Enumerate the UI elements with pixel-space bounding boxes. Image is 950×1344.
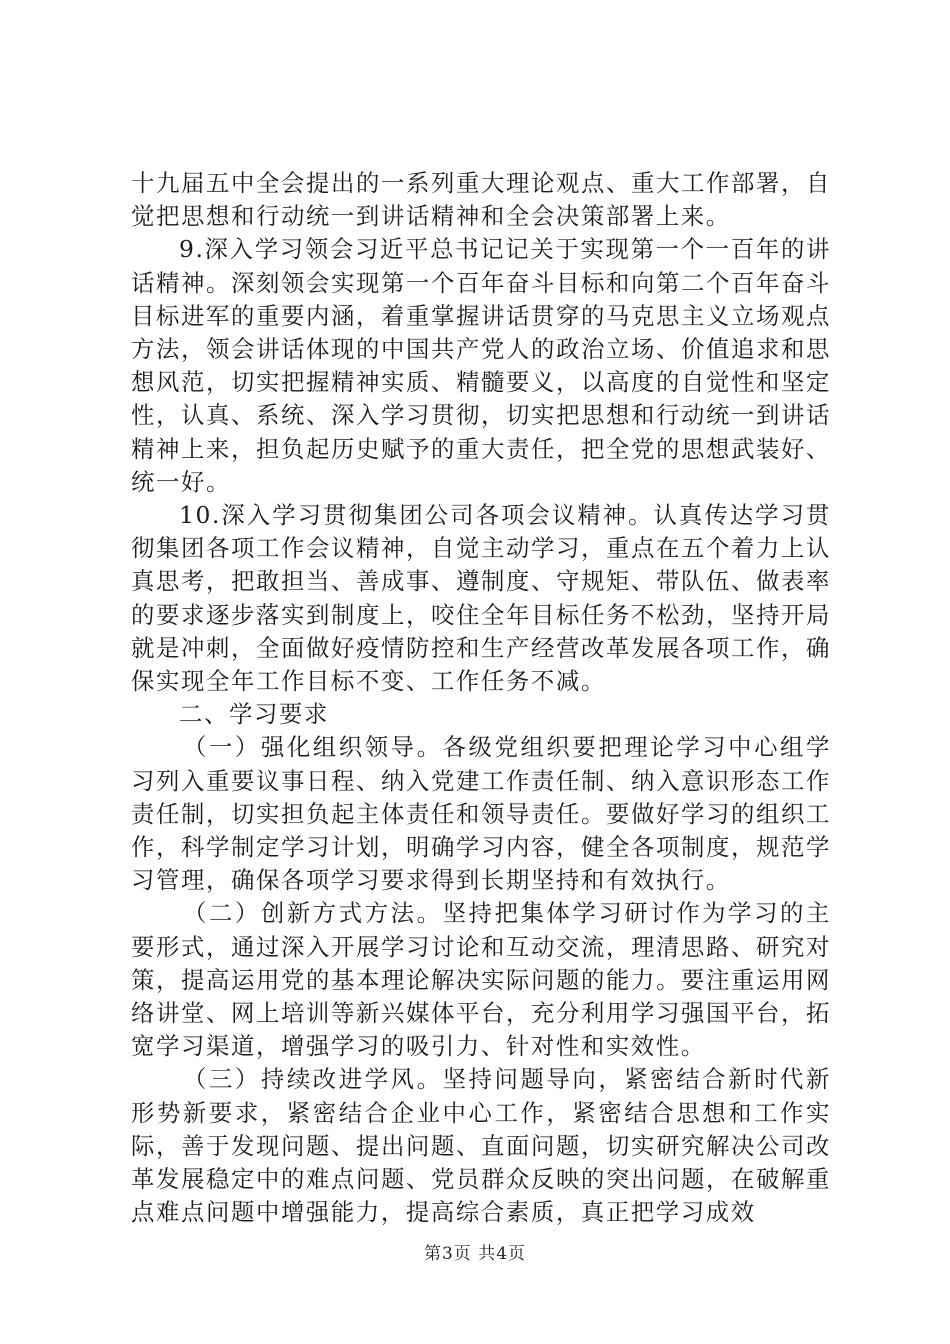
section-heading-study-requirements: 二、学习要求	[179, 700, 329, 729]
paragraph-requirement-3: （三）持续改进学风。坚持问题导向，紧密结合新时代新形势新要求，紧密结合企业中心工作，紧密结合思想和工作实际，善于发现问题、提出问题、直面问题，切实研究解决公司改革发展稳定中的难点问题、党员群众反映的突出问题，在破解重点难点问题中增强能力，提高综合素质，真正把学习成效	[131, 1065, 831, 1227]
paragraph-requirement-1: （一）强化组织领导。各级党组织要把理论学习中心组学习列入重要议事日程、纳入党建工作责任制、纳入意识形态工作责任制，切实担负起主体责任和领导责任。要做好学习的组织工作，科学制定学习计划，明确学习内容，健全各项制度，规范学习管理，确保各项学习要求得到长期坚持和有效执行。	[131, 733, 831, 895]
paragraph-requirement-2: （二）创新方式方法。坚持把集体学习研讨作为学习的主要形式，通过深入开展学习讨论和互动交流，理清思路、研究对策，提高运用党的基本理论解决实际问题的能力。要注重运用网络讲堂、网上培训等新兴媒体平台，充分利用学习强国平台，拓宽学习渠道，增强学习的吸引力、针对性和实效性。	[131, 899, 831, 1061]
paragraph-continuation: 十九届五中全会提出的一系列重大理论观点、重大工作部署，自觉把思想和行动统一到讲话精神和全会决策部署上来。	[131, 169, 831, 231]
document-body	[131, 167, 831, 1230]
paragraph-item-9: 9.深入学习领会习近平总书记记关于实现第一个一百年的讲话精神。深刻领会实现第一个百年奋斗目标和向第二个百年奋斗目标进军的重要内涵，着重掌握讲话贯穿的马克思主义立场观点方法，领会讲话体现的中国共产党人的政治立场、价值追求和思想风范，切实把握精神实质、精髓要义，以高度的自觉性和坚定性，认真、系统、深入学习贯彻，切实把思想和行动统一到讲话精神上来，担负起历史赋予的重大责任，把全党的思想武装好、统一好。	[131, 235, 831, 496]
paragraph-item-10: 10.深入学习贯彻集团公司各项会议精神。认真传达学习贯彻集团各项工作会议精神，自觉主动学习，重点在五个着力上认真思考，把敢担当、善成事、遵制度、守规矩、带队伍、做表率的要求逐步落实到制度上，咬住全年目标任务不松劲，坚持开局就是冲刺，全面做好疫情防控和生产经营改革发展各项工作，确保实现全年工作目标不变、工作任务不减。	[131, 501, 831, 696]
page-number-footer: 第3页 共4页	[423, 1244, 527, 1264]
